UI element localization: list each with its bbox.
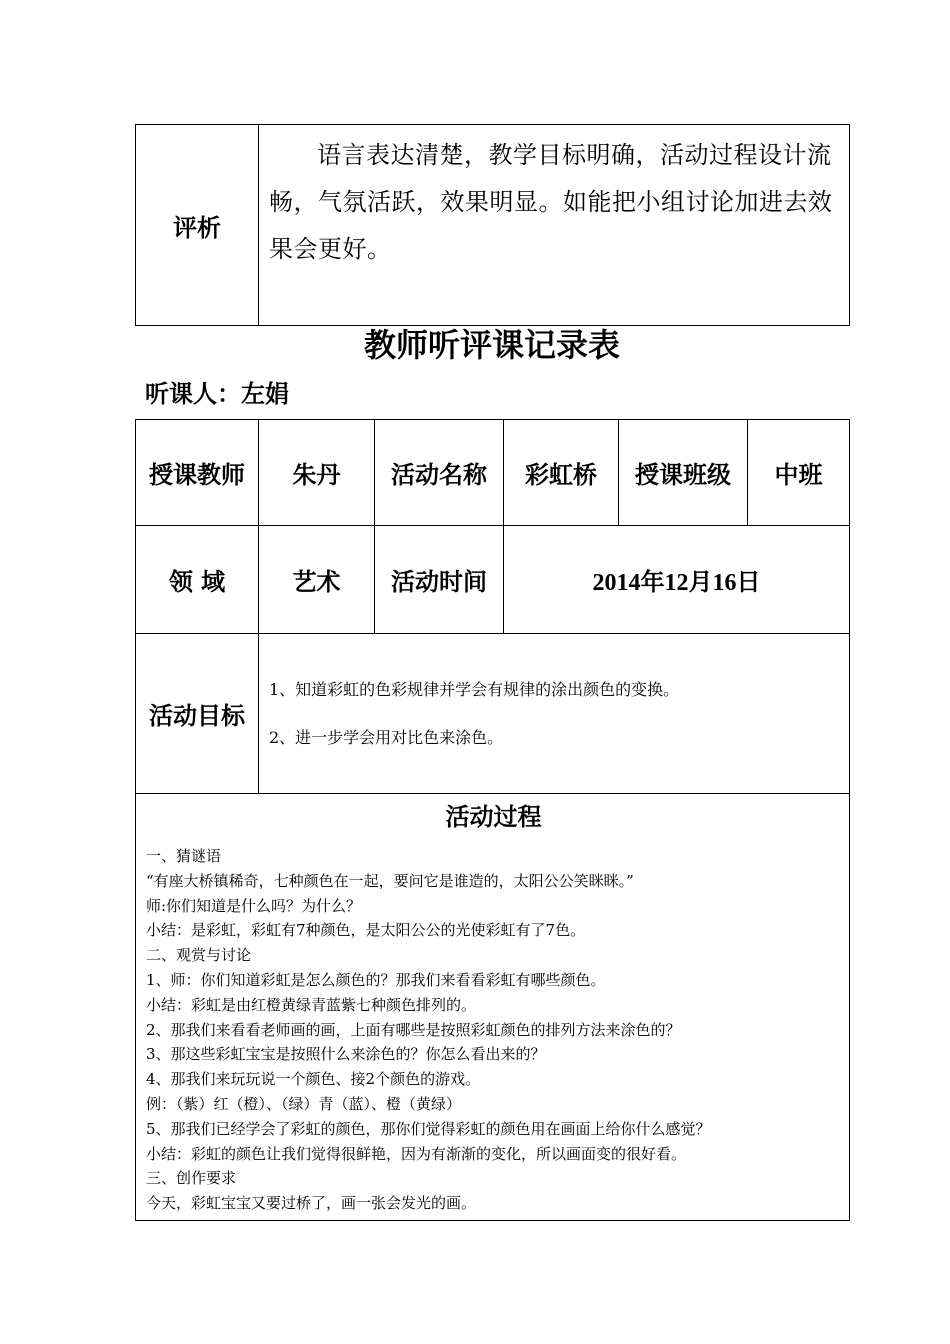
goals-label: 活动目标 xyxy=(136,634,259,794)
goal-item: 1、知道彩虹的色彩规律并学会有规律的涂出颜色的变换。 xyxy=(269,679,680,699)
process-line: 小结：彩虹是由红橙黄绿青蓝紫七种颜色排列的。 xyxy=(146,995,477,1014)
document-title: 教师听评课记录表 xyxy=(363,326,620,364)
process-line: 3、那这些彩虹宝宝是按照什么来涂色的？你怎么看出来的？ xyxy=(146,1045,546,1064)
process-line: 1、师：你们知道彩虹是怎么颜色的？那我们来看看彩虹有哪些颜色。 xyxy=(146,970,606,989)
process-line: 4、那我们来玩玩说一个颜色、接2个颜色的游戏。 xyxy=(146,1070,481,1089)
evaluation-text: 语言表达清楚，教学目标明确，活动过程设计流畅，气氛活跃，效果明显。如能把小组讨论加进去效果会更好。 xyxy=(259,125,850,326)
goal-item: 2、进一步学会用对比色来涂色。 xyxy=(269,727,504,747)
goals-cell xyxy=(259,634,850,794)
process-line: 例：（紫）红（橙）、（绿）青（蓝）、橙（黄绿） xyxy=(146,1094,462,1113)
process-line: “有座大桥镇稀奇，七种颜色在一起，要问它是谁造的，太阳公公笑眯眯。” xyxy=(146,871,634,890)
process-line: 二、观赏与讨论 xyxy=(146,946,252,965)
evaluation-table xyxy=(135,124,850,326)
process-title: 活动过程 xyxy=(445,802,542,831)
process-line: 师:你们知道是什么吗？为什么？ xyxy=(146,896,362,915)
teacher-label: 授课教师 xyxy=(136,420,259,526)
process-line: 小结：彩虹的颜色让我们觉得很鲜艳，因为有渐渐的变化，所以画面变的很好看。 xyxy=(146,1144,687,1163)
process-line: 三、创作要求 xyxy=(146,1169,237,1188)
activity-name-label: 活动名称 xyxy=(375,420,504,526)
evaluation-label: 评析 xyxy=(136,125,259,326)
teacher-value: 朱丹 xyxy=(259,420,375,526)
process-line: 小结：是彩虹，彩虹有7种颜色，是太阳公公的光使彩虹有了7色。 xyxy=(146,921,586,940)
process-line: 一、猜谜语 xyxy=(146,847,222,865)
activity-name-value: 彩虹桥 xyxy=(504,420,619,526)
class-label: 授课班级 xyxy=(619,420,748,526)
activity-time-label: 活动时间 xyxy=(375,526,504,634)
process-line: 2、那我们来看看老师画的画，上面有哪些是按照彩虹颜色的排列方法来涂色的？ xyxy=(146,1020,681,1039)
domain-label: 领 域 xyxy=(136,526,259,634)
observer-line: 听课人：左娟 xyxy=(145,379,289,408)
class-value: 中班 xyxy=(748,420,850,526)
process-line: 今天，彩虹宝宝又要过桥了，画一张会发光的画。 xyxy=(146,1194,477,1213)
process-cell xyxy=(136,794,850,1221)
domain-value: 艺术 xyxy=(259,526,375,634)
record-table xyxy=(135,419,850,1221)
process-line: 5、那我们已经学会了彩虹的颜色，那你们觉得彩虹的颜色用在画面上给你什么感觉？ xyxy=(146,1119,711,1138)
activity-time-value: 2014年12月16日 xyxy=(504,526,850,634)
